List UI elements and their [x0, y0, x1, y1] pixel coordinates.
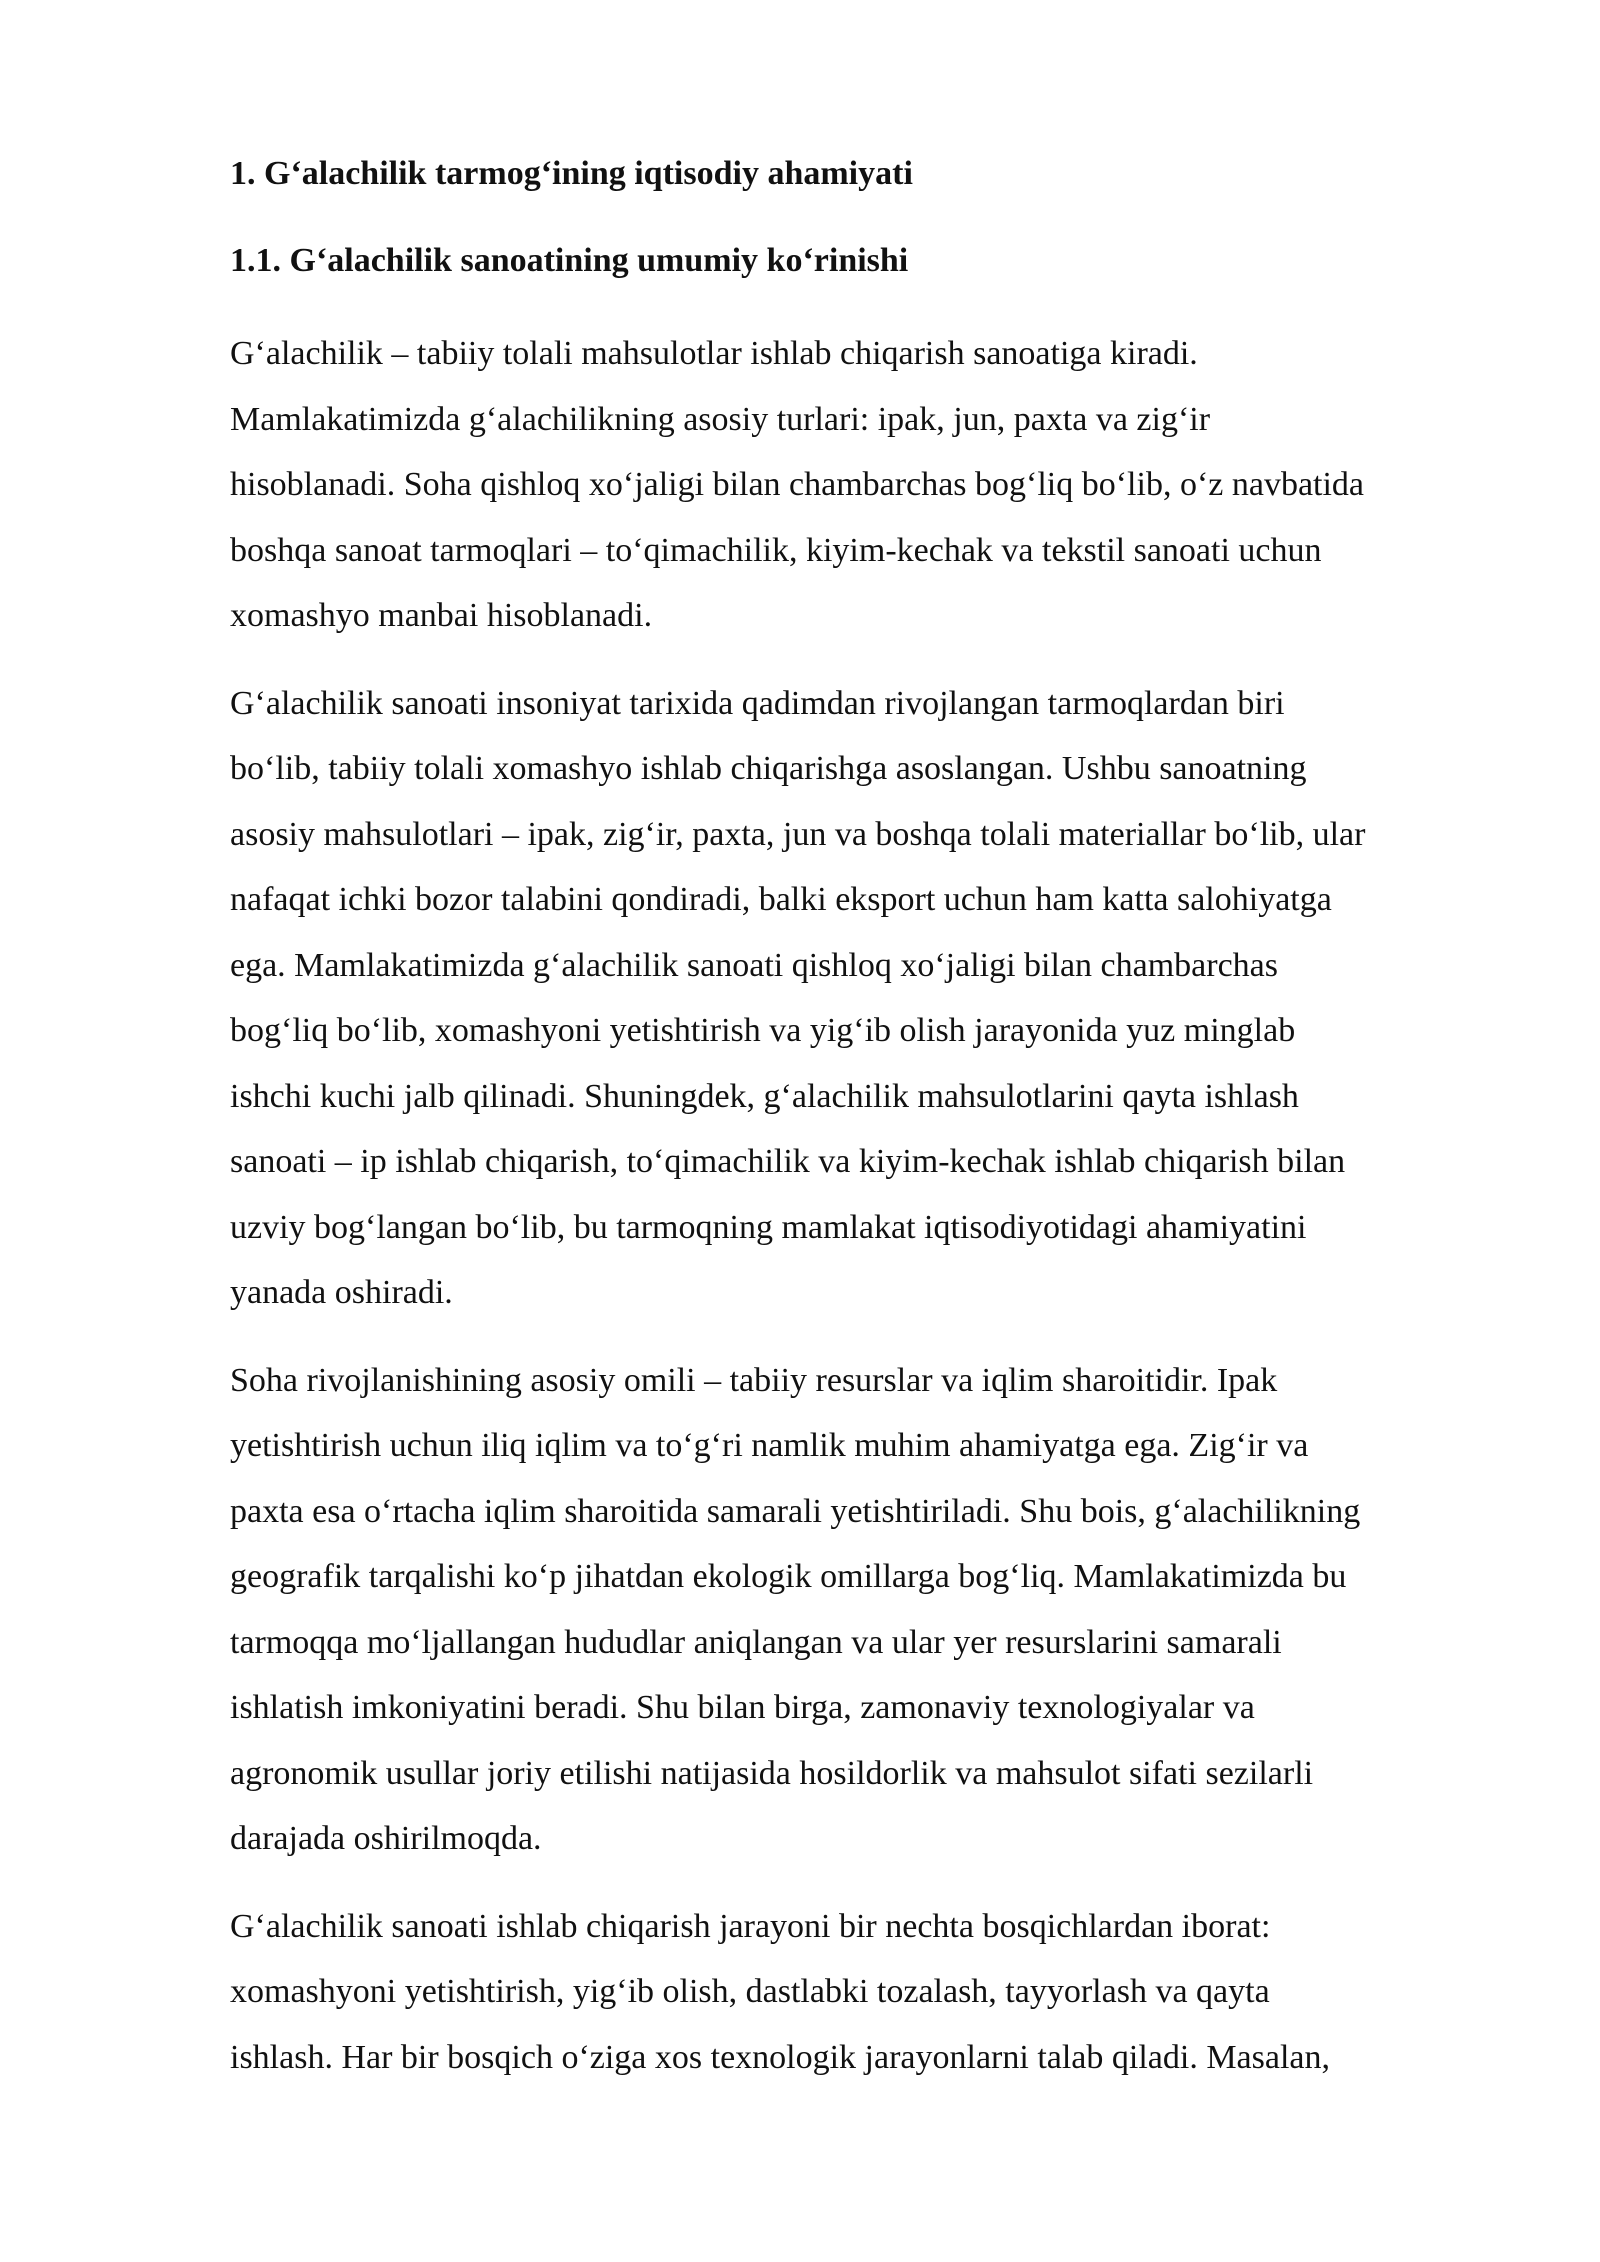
text-line: darajada oshirilmoqda. — [230, 1820, 542, 1857]
text-line: ishlash. Har bir bosqich o‘ziga xos texnologik jarayonlarni talab qiladi. Masalan, — [230, 2038, 1331, 2076]
text-line: G‘alachilik sanoati ishlab chiqarish jarayoni bir nechta bosqichlardan iborat: — [230, 1907, 1271, 1945]
paragraph-2 — [230, 671, 1520, 1326]
text-line: paxta esa o‘rtacha iqlim sharoitida samarali yetishtiriladi. Shu bois, g‘alachilikning — [230, 1492, 1361, 1530]
text-line: ega. Mamlakatimizda g‘alachilik sanoati qishloq xo‘jaligi bilan chambarchas — [230, 946, 1278, 984]
text-line: yetishtirish uchun iliq iqlim va to‘g‘ri namlik muhim ahamiyatga ega. Zig‘ir va — [230, 1427, 1309, 1464]
text-line: ishlatish imkoniyatini beradi. Shu bilan birga, zamonaviy texnologiyalar va — [230, 1689, 1255, 1726]
section-heading: 1. G‘alachilik tarmog‘ining iqtisodiy ahamiyati — [230, 155, 913, 192]
text-line: yanada oshiradi. — [230, 1274, 453, 1311]
subsection-heading: 1.1. G‘alachilik sanoatining umumiy ko‘rinishi — [230, 242, 909, 279]
text-line: Soha rivojlanishining asosiy omili – tabiiy resurslar va iqlim sharoitidir. Ipak — [230, 1361, 1278, 1399]
text-line: tarmoqqa mo‘ljallangan hududlar aniqlangan va ular yer resurslarini samarali — [230, 1623, 1282, 1661]
paragraph-4 — [230, 1894, 1520, 2091]
text-line: bog‘liq bo‘lib, xomashyoni yetishtirish va yig‘ib olish jarayonida yuz minglab — [230, 1012, 1296, 1049]
text-line: boshqa sanoat tarmoqlari – to‘qimachilik, kiyim-kechak va tekstil sanoati uchun — [230, 531, 1322, 569]
text-line: xomashyoni yetishtirish, yig‘ib olish, dastlabki tozalash, tayyorlash va qayta — [230, 1973, 1270, 2010]
text-line: G‘alachilik sanoati insoniyat tarixida qadimdan rivojlangan tarmoqlardan biri — [230, 684, 1285, 722]
text-line: nafaqat ichki bozor talabini qondiradi, balki eksport uchun ham katta salohiyatga — [230, 881, 1332, 918]
text-line: sanoati – ip ishlab chiqarish, to‘qimachilik va kiyim-kechak ishlab chiqarish bilan — [230, 1143, 1346, 1180]
text-line: ishchi kuchi jalb qilinadi. Shuningdek, g‘alachilik mahsulotlarini qayta ishlash — [230, 1077, 1299, 1115]
text-line: asosiy mahsulotlari – ipak, zig‘ir, paxta, jun va boshqa tolali materiallar bo‘lib, ular — [230, 815, 1366, 853]
text-line: xomashyo manbai hisoblanadi. — [230, 597, 653, 634]
text-line: hisoblanadi. Soha qishloq xo‘jaligi bilan chambarchas bog‘liq bo‘lib, o‘z navbatida — [230, 466, 1365, 503]
text-line: G‘alachilik – tabiiy tolali mahsulotlar ishlab chiqarish sanoatiga kiradi. — [230, 335, 1198, 372]
text-line: geografik tarqalishi ko‘p jihatdan ekologik omillarga bog‘liq. Mamlakatimizda bu — [230, 1558, 1347, 1595]
document-page — [230, 150, 1520, 2112]
paragraph-1 — [230, 321, 1520, 649]
text-line: agronomik usullar joriy etilishi natijasida hosildorlik va mahsulot sifati sezilarli — [230, 1754, 1314, 1792]
paragraph-3 — [230, 1348, 1520, 1872]
text-line: Mamlakatimizda g‘alachilikning asosiy turlari: ipak, jun, paxta va zig‘ir — [230, 400, 1211, 438]
text-line: bo‘lib, tabiiy tolali xomashyo ishlab chiqarishga asoslangan. Ushbu sanoatning — [230, 750, 1307, 787]
text-line: uzviy bog‘langan bo‘lib, bu tarmoqning mamlakat iqtisodiyotidagi ahamiyatini — [230, 1208, 1307, 1246]
